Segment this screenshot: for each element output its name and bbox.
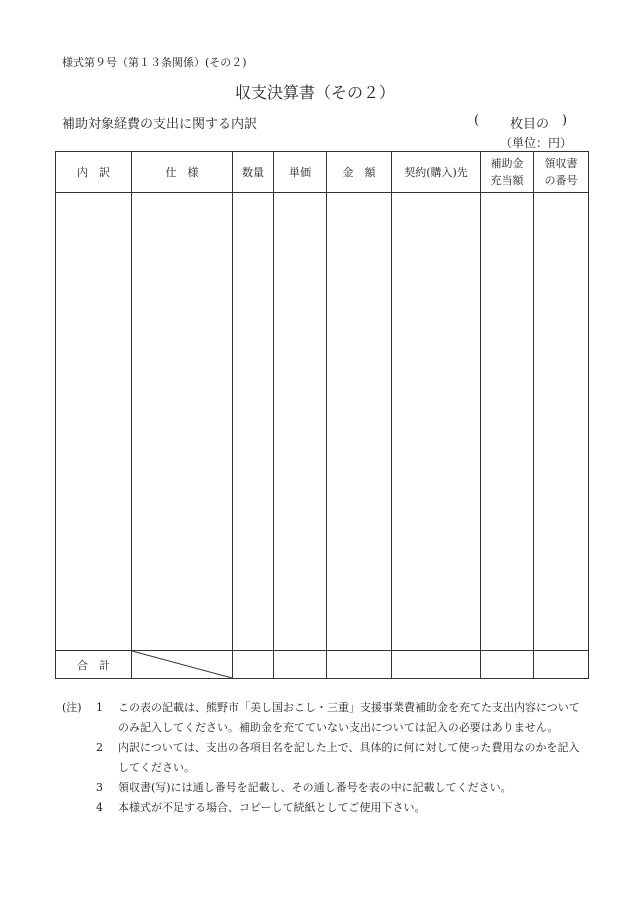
note-text: 本様式が不足する場合、コピーして続紙としてご使用下さい。	[118, 801, 426, 814]
note-text: この表の記載は、熊野市「美し国おこし・三重」支援事業費補助金を充てた支出内容についてのみ記入してください。補助金を充てていない支出については記入の必要はありません。	[118, 701, 580, 734]
expense-breakdown-table	[55, 151, 589, 679]
receipt-entry-cell[interactable]	[534, 193, 589, 651]
amount-entry-cell[interactable]	[327, 193, 392, 651]
note-number: 2	[96, 741, 103, 754]
spec-total-crossed-cell	[132, 651, 233, 679]
col-header-quantity: 数量	[233, 152, 274, 193]
sheet-close-paren: )	[562, 113, 568, 128]
unit-price-entry-cell[interactable]	[274, 193, 327, 651]
table-entry-area	[56, 193, 589, 651]
col-header-subsidy-amount	[481, 152, 534, 193]
subsidy-entry-cell[interactable]	[481, 193, 534, 651]
col-header-subsidy-line1: 補助金	[490, 156, 524, 170]
form-number: 様式第９号（第１３条関係）(その２)	[62, 56, 247, 69]
total-label: 合 計	[56, 651, 132, 679]
note-number: 1	[96, 701, 103, 714]
notes-prefix: (注)	[62, 701, 82, 714]
vendor-entry-cell[interactable]	[392, 193, 481, 651]
note-item	[62, 778, 582, 798]
sheet-number-label: 枚目の	[510, 117, 550, 132]
diagonal-line	[132, 651, 232, 678]
vendor-total-cell[interactable]	[392, 651, 481, 679]
spec-entry-cell[interactable]	[132, 193, 233, 651]
note-item	[62, 698, 582, 738]
document-title: 収支決算書（その２）	[234, 83, 395, 102]
table-total-row	[56, 651, 589, 679]
col-header-spec: 仕 様	[132, 152, 233, 193]
col-header-vendor: 契約(購入)先	[392, 152, 481, 193]
note-text: 領収書(写)には通し番号を記載し、その通し番号を表の中に記載してください。	[118, 781, 512, 794]
note-number: 3	[96, 781, 103, 794]
col-header-unit-price: 単価	[274, 152, 327, 193]
amount-total-cell[interactable]	[327, 651, 392, 679]
note-number: 4	[96, 801, 103, 814]
notes-section	[62, 698, 582, 818]
note-item	[62, 738, 582, 778]
unit-label: （単位：円）	[500, 136, 573, 150]
note-item	[62, 798, 582, 818]
col-header-subsidy-line2: 充当額	[490, 174, 524, 187]
col-header-receipt-line1: 領収書	[544, 156, 578, 170]
sheet-open-paren: (	[474, 113, 480, 128]
unit-price-total-cell[interactable]	[274, 651, 327, 679]
subsidy-total-cell[interactable]	[481, 651, 534, 679]
col-header-breakdown: 内 訳	[56, 152, 132, 193]
quantity-total-cell[interactable]	[233, 651, 274, 679]
receipt-total-cell[interactable]	[534, 651, 589, 679]
quantity-entry-cell[interactable]	[233, 193, 274, 651]
document-subtitle: 補助対象経費の支出に関する内訳	[62, 117, 258, 132]
col-header-receipt-number	[534, 152, 589, 193]
table-header-row	[56, 152, 589, 193]
breakdown-entry-cell[interactable]	[56, 193, 132, 651]
col-header-receipt-line2: の番号	[544, 174, 578, 187]
col-header-amount: 金 額	[327, 152, 392, 193]
note-text: 内訳については、支出の各項目名を記した上で、具体的に何に対して使った費用なのかを記入してください。	[118, 741, 580, 774]
